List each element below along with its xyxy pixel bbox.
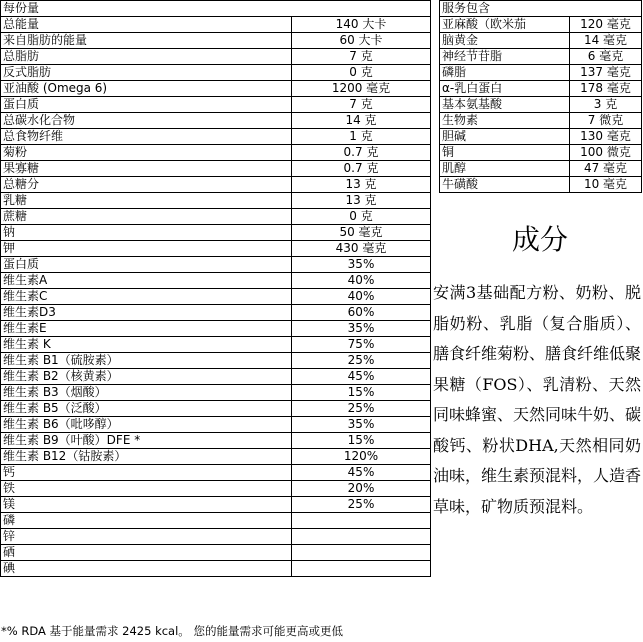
nutrient-name: 硒	[1, 545, 292, 561]
table-row	[440, 161, 642, 177]
nutrient-value: 25%	[292, 497, 431, 513]
nutrient-value	[292, 561, 431, 577]
nutrient-name: 维生素E	[1, 321, 292, 337]
table-row	[1, 257, 431, 273]
nutrient-name: 生物素	[440, 113, 570, 129]
table-row	[440, 145, 642, 161]
nutrient-name: 维生素 K	[1, 337, 292, 353]
nutrient-name: 亚麻酸（欧米茄	[440, 17, 570, 33]
nutrient-name: 钠	[1, 225, 292, 241]
table-row	[1, 545, 431, 561]
nutrient-value: 60%	[292, 305, 431, 321]
ingredients-title: 成分	[511, 223, 568, 256]
nutrient-value	[292, 529, 431, 545]
nutrient-name: 磷脂	[440, 65, 570, 81]
nutrient-name: 脑黄金	[440, 33, 570, 49]
nutrient-name: 牛磺酸	[440, 177, 570, 193]
nutrient-value: 14 克	[292, 113, 431, 129]
table-row	[440, 177, 642, 193]
table-row	[1, 353, 431, 369]
nutrition-header: 每份量	[1, 1, 431, 17]
nutrient-name: 维生素 B12（钴胺素）	[1, 449, 292, 465]
nutrient-name: 蛋白质	[1, 97, 292, 113]
nutrient-value: 120%	[292, 449, 431, 465]
nutrient-name: 维生素C	[1, 289, 292, 305]
nutrient-value: 137 毫克	[570, 65, 642, 81]
nutrient-value: 0 克	[292, 65, 431, 81]
nutrient-value: 14 毫克	[570, 33, 642, 49]
nutrient-name: 肌醇	[440, 161, 570, 177]
nutrient-name: 镁	[1, 497, 292, 513]
nutrient-value: 6 毫克	[570, 49, 642, 65]
nutrient-name: 磷	[1, 513, 292, 529]
nutrient-name: 神经节苷脂	[440, 49, 570, 65]
nutrient-name: 维生素D3	[1, 305, 292, 321]
table-row	[440, 65, 642, 81]
nutrient-name: 维生素 B1（硫胺素）	[1, 353, 292, 369]
table-row	[1, 561, 431, 577]
nutrient-name: 锌	[1, 529, 292, 545]
table-row	[1, 289, 431, 305]
nutrient-value: 7 克	[292, 49, 431, 65]
nutrient-value: 35%	[292, 321, 431, 337]
nutrient-value: 45%	[292, 369, 431, 385]
nutrient-name: 维生素 B9（叶酸）DFE *	[1, 433, 292, 449]
table-row	[1, 321, 431, 337]
nutrient-value: 50 毫克	[292, 225, 431, 241]
table-row	[1, 305, 431, 321]
nutrient-value: 0.7 克	[292, 161, 431, 177]
table-row	[1, 33, 431, 49]
nutrient-value: 15%	[292, 385, 431, 401]
nutrient-name: 总碳水化合物	[1, 113, 292, 129]
nutrient-name: 总食物纤维	[1, 129, 292, 145]
table-row	[440, 49, 642, 65]
nutrient-value: 40%	[292, 273, 431, 289]
nutrient-value: 60 大卡	[292, 33, 431, 49]
nutrient-name: 总脂肪	[1, 49, 292, 65]
table-row	[1, 145, 431, 161]
nutrient-value: 25%	[292, 353, 431, 369]
nutrient-value: 178 毫克	[570, 81, 642, 97]
nutrient-name: 铜	[440, 145, 570, 161]
nutrient-name: 钙	[1, 465, 292, 481]
table-row	[1, 17, 431, 33]
nutrient-value: 45%	[292, 465, 431, 481]
nutrient-value: 75%	[292, 337, 431, 353]
table-row	[1, 417, 431, 433]
nutrient-value: 35%	[292, 417, 431, 433]
table-row	[440, 33, 642, 49]
nutrient-value	[292, 513, 431, 529]
nutrient-name: 乳糖	[1, 193, 292, 209]
table-row	[1, 337, 431, 353]
nutrient-name: 钾	[1, 241, 292, 257]
table-row	[1, 65, 431, 81]
table-row	[1, 193, 431, 209]
nutrient-value: 0.7 克	[292, 145, 431, 161]
table-row	[1, 49, 431, 65]
table-row	[1, 161, 431, 177]
nutrient-value: 20%	[292, 481, 431, 497]
table-row	[1, 129, 431, 145]
nutrient-name: 胆碱	[440, 129, 570, 145]
nutrient-name: 亚油酸 (Omega 6)	[1, 81, 292, 97]
table-row	[1, 481, 431, 497]
nutrient-name: 碘	[1, 561, 292, 577]
serving-header-row	[440, 1, 642, 17]
table-row	[1, 97, 431, 113]
nutrient-name: 总能量	[1, 17, 292, 33]
table-row	[1, 209, 431, 225]
serving-header: 服务包含	[440, 1, 642, 17]
table-row	[440, 113, 642, 129]
nutrient-name: 铁	[1, 481, 292, 497]
nutrient-value: 3 克	[570, 97, 642, 113]
table-row	[1, 465, 431, 481]
table-row	[1, 433, 431, 449]
nutrient-value: 100 微克	[570, 145, 642, 161]
serving-contains-table	[439, 0, 642, 193]
nutrient-name: 维生素A	[1, 273, 292, 289]
footnote: *% RDA 基于能量需求 2425 kcal。 您的能量需求可能更高或更低	[1, 624, 343, 638]
nutrient-name: 蔗糖	[1, 209, 292, 225]
nutrient-name: 维生素 B3（烟酸）	[1, 385, 292, 401]
table-row	[440, 129, 642, 145]
nutrient-value: 40%	[292, 289, 431, 305]
nutrient-name: 菊粉	[1, 145, 292, 161]
nutrient-name: 蛋白质	[1, 257, 292, 273]
table-row	[440, 97, 642, 113]
table-row	[440, 81, 642, 97]
table-row	[1, 273, 431, 289]
nutrient-value: 130 毫克	[570, 129, 642, 145]
nutrient-value	[292, 545, 431, 561]
nutrient-value: 47 毫克	[570, 161, 642, 177]
nutrient-value: 15%	[292, 433, 431, 449]
nutrient-value: 13 克	[292, 193, 431, 209]
table-row	[1, 529, 431, 545]
nutrient-value: 120 毫克	[570, 17, 642, 33]
nutrient-name: 来自脂肪的能量	[1, 33, 292, 49]
nutrient-value: 7 微克	[570, 113, 642, 129]
nutrient-name: 维生素 B5（泛酸）	[1, 401, 292, 417]
nutrient-value: 140 大卡	[292, 17, 431, 33]
nutrient-name: 反式脂肪	[1, 65, 292, 81]
ingredients-text: 安满3基础配方粉、奶粉、脱脂奶粉、乳脂（复合脂质）、膳食纤维菊粉、膳食纤维低聚果糖（FOS）、乳清粉、天然同味蜂蜜、天然同味牛奶、碳酸钙、粉状DHA,天然相同奶油味，维生素预混料，人造香草味，矿物质预混料。	[433, 283, 642, 516]
nutrient-name: 维生素 B6（吡哆醇）	[1, 417, 292, 433]
nutrient-name: 果寡糖	[1, 161, 292, 177]
table-row	[1, 449, 431, 465]
nutrient-name: 维生素 B2（核黄素）	[1, 369, 292, 385]
nutrient-value: 430 毫克	[292, 241, 431, 257]
nutrient-value: 13 克	[292, 177, 431, 193]
table-row	[1, 177, 431, 193]
nutrient-value: 7 克	[292, 97, 431, 113]
nutrient-value: 25%	[292, 401, 431, 417]
nutrient-value: 35%	[292, 257, 431, 273]
table-row	[1, 497, 431, 513]
nutrient-value: 1 克	[292, 129, 431, 145]
table-row	[1, 385, 431, 401]
nutrient-name: 基本氨基酸	[440, 97, 570, 113]
table-row	[1, 401, 431, 417]
nutrient-value: 10 毫克	[570, 177, 642, 193]
table-row	[1, 369, 431, 385]
table-row	[440, 17, 642, 33]
nutrient-name: α-乳白蛋白	[440, 81, 570, 97]
nutrient-name: 总糖分	[1, 177, 292, 193]
table-row	[1, 513, 431, 529]
nutrition-header-row	[1, 1, 431, 17]
table-row	[1, 225, 431, 241]
nutrient-value: 0 克	[292, 209, 431, 225]
nutrient-value: 1200 毫克	[292, 81, 431, 97]
table-row	[1, 241, 431, 257]
table-row	[1, 81, 431, 97]
table-row	[1, 113, 431, 129]
